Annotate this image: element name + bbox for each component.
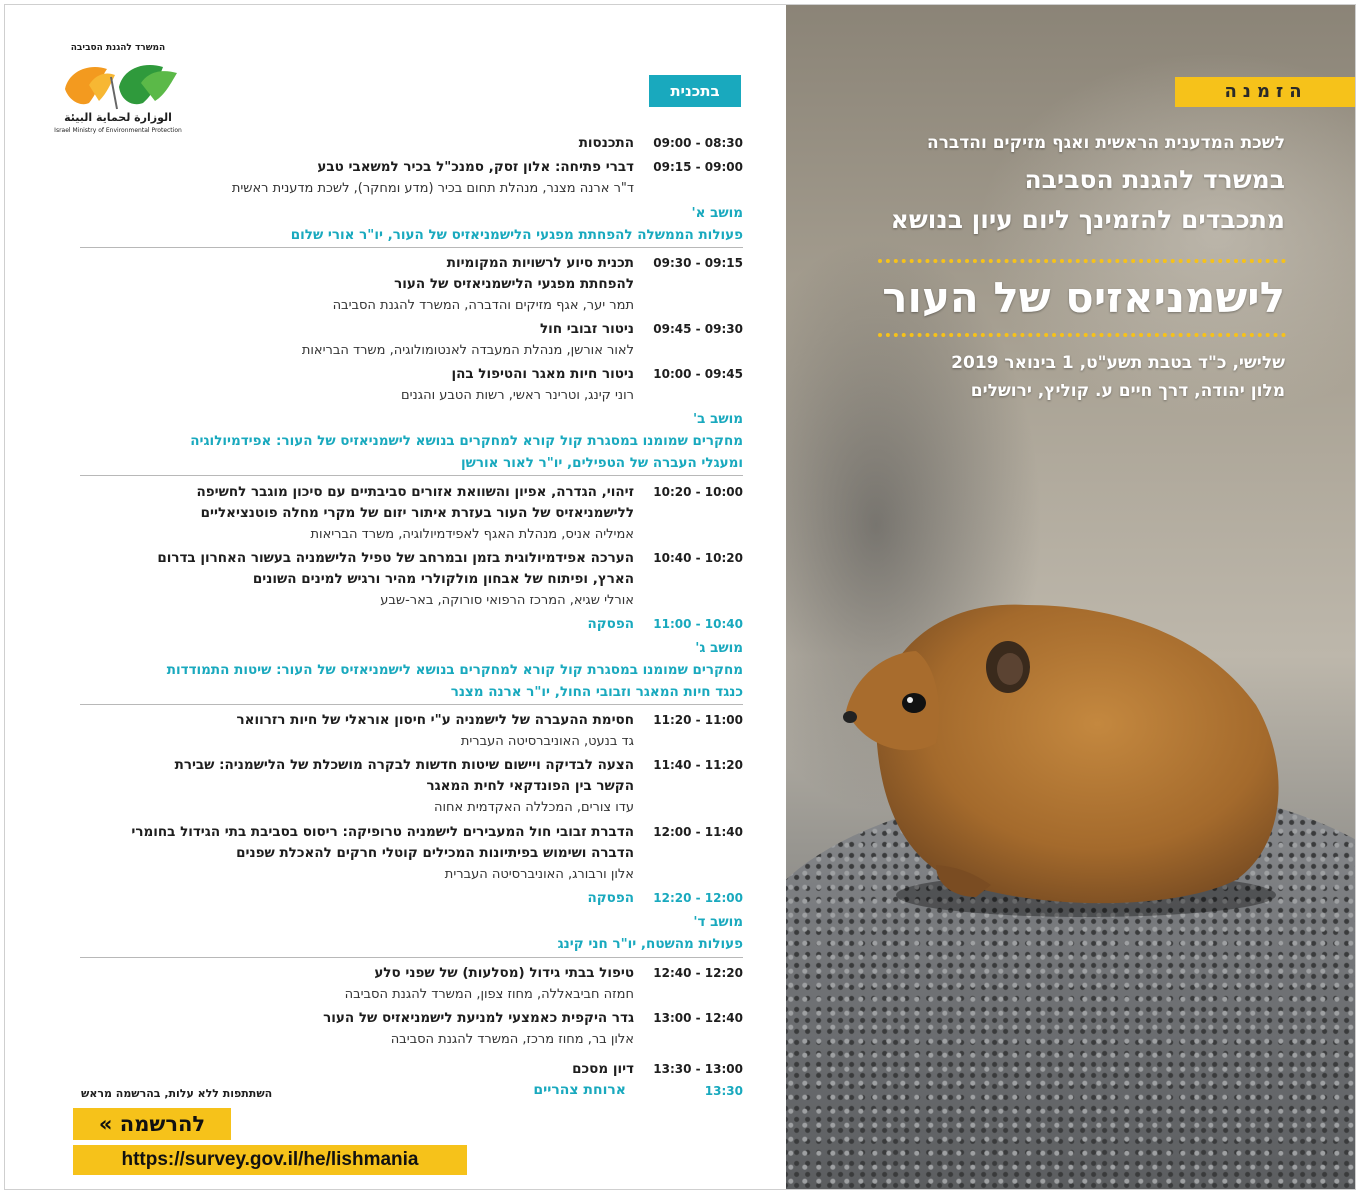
row-content [4, 755, 634, 818]
row-title: תכנית סיוע לרשויות המקומיות להפחתת מפגעי הלישמניאזיס של העור [394, 255, 634, 292]
row-speaker: אלון בר, מחוז מרכז, המשרד להגנת הסביבה [390, 1032, 634, 1047]
row-title: ניטור חיות מאגר והטיפול בהן [451, 366, 634, 382]
schedule-row [5, 548, 786, 612]
row-time: 12:00 - 11:40 [653, 825, 743, 839]
row-content [4, 157, 634, 199]
leaf-logo-icon [59, 57, 183, 113]
row-speaker: אמיליה אניס, מנהלת האגף לאפידמיולוגיה, משרד הבריאות [310, 527, 634, 542]
row-time: 11:20 - 11:00 [653, 713, 743, 727]
row-content [4, 253, 634, 316]
ministry-logo [53, 43, 188, 143]
schedule-row [5, 822, 786, 886]
row-content [4, 888, 634, 909]
row-time: 09:00 - 08:30 [653, 136, 743, 150]
row-title: גדר היקפית כאמצעי למניעת לישמניאזיס של העור [323, 1010, 634, 1026]
row-content [4, 548, 634, 611]
dotted-divider [878, 333, 1286, 337]
row-title: הדברת זבובי חול המעבירים לישמניה טרופיקה: ריסוס בסביבת בתי הגידול בחומרי הדברה ושימוש בפיתיונות המכילים קוטלי חרקים להאכלת שפנים [131, 824, 634, 861]
row-speaker: גד בנעט, האוניברסיטה העברית [460, 734, 634, 749]
schedule-row [5, 963, 786, 1007]
row-speaker: לאור אורשן, מנהלת המעבדה לאנטומולוגיה, משרד הבריאות [301, 343, 634, 358]
row-content [4, 364, 634, 406]
row-time: 13:30 - 13:00 [653, 1062, 743, 1076]
session-label: מושב ג' [695, 640, 743, 656]
row-title: הערכה אפידמיולוגית בזמן ובמרחב של טפיל הלישמניה בעשור האחרון בדרום הארץ, ופיתוח של אבחון מולקולרי מהיר ורגיש למינים השונים [157, 550, 634, 587]
schedule-row [5, 482, 786, 546]
session-label: מושב ד' [693, 914, 743, 930]
row-title: זיהוי, הגדרה, אפיון והשוואת אזורים סביבתיים עם סיכון מוגבר לחשיפה ללישמניאזיס של העור בעזרת איתור יזום של מקרי מחלה פוטנציאליים [196, 484, 634, 521]
row-content [4, 822, 634, 885]
row-title: דיון מסכם [572, 1061, 634, 1077]
session-c-header [43, 637, 743, 703]
break-row [5, 888, 786, 910]
row-content [4, 614, 634, 635]
event-title: לישמניאזיס של העור [882, 273, 1285, 322]
schedule-row [5, 1008, 786, 1052]
register-button[interactable]: להרשמה » [73, 1108, 231, 1140]
schedule-row [5, 157, 786, 201]
row-speaker: חמזה חביבאללה, מחוז צפון, המשרד להגנת הסביבה [344, 987, 634, 1002]
organizer-line: לשכת המדענית הראשית ואגף מזיקים והדברה [927, 133, 1285, 153]
session-title: פעולות הממשלה להפחתת מפגעי הלישמניאזיס של העור, יו"ר אורי שלום [290, 227, 743, 243]
divider [80, 247, 743, 248]
schedule-row [5, 1059, 786, 1081]
lunch-title: ארוחת צהריים [533, 1082, 626, 1098]
invitation-line: מתכבדים להזמינך ליום עיון בנושא [890, 205, 1285, 234]
row-content [4, 319, 634, 361]
row-speaker: תמר יער, אגף מזיקים והדברה, המשרד להגנת הסביבה [332, 298, 634, 313]
row-time: 12:20 - 12:00 [653, 891, 743, 905]
schedule-panel [5, 5, 786, 1189]
row-title: טיפול בבתי גידול (מסלעות) של שפני סלע [374, 965, 634, 981]
session-title: פעולות מהשטח, יו"ר חני קינג [557, 936, 743, 952]
row-title: חסימת ההעברה של לישמניה ע"י חיסון אוראלי של חיות רזרוואר [236, 712, 634, 728]
row-speaker: רוני קינג, וטרינר ראשי, רשות הטבע והגנים [401, 388, 634, 403]
schedule-row [5, 133, 786, 155]
row-time: 13:00 - 12:40 [653, 1011, 743, 1025]
row-time: 11:00 - 10:40 [653, 617, 743, 631]
row-time: 10:40 - 10:20 [653, 551, 743, 565]
row-title: הפסקה [587, 616, 634, 632]
row-speaker: עדו צורים, המכללה האקדמית אחוה [433, 800, 634, 815]
invitation-flyer [4, 4, 1356, 1190]
row-content [4, 482, 634, 545]
schedule-row [5, 364, 786, 408]
lunch-time: 13:30 [704, 1084, 743, 1098]
session-a-header [43, 202, 743, 246]
row-content [4, 963, 634, 1005]
divider [80, 704, 743, 705]
row-title: ניטור זבובי חול [540, 321, 634, 337]
divider [80, 957, 743, 958]
row-speaker: אלון ורבורג, האוניברסיטה העברית [444, 867, 634, 882]
break-row [5, 614, 786, 636]
schedule-row [5, 319, 786, 363]
row-time: 09:15 - 09:00 [653, 160, 743, 174]
row-time: 11:40 - 11:20 [653, 758, 743, 772]
row-time: 12:40 - 12:20 [653, 966, 743, 980]
hero-photo-panel [786, 5, 1356, 1189]
row-time: 10:00 - 09:45 [653, 367, 743, 381]
row-title: התכנסות [578, 135, 634, 151]
schedule-row [5, 710, 786, 754]
row-time: 09:30 - 09:15 [653, 256, 743, 270]
row-title: הפסקה [587, 890, 634, 906]
ministry-line: במשרד להגנת הסביבה [1024, 165, 1285, 194]
session-title: מחקרים שמומנו במסגרת קול קורא למחקרים בנושא לישמניאזיס של העור: שיטות התמודדות כנגד חיות המאגר וזבובי החול, יו"ר ארנה מצנר [166, 662, 743, 700]
row-title: דברי פתיחה: אלון זסק, סמנכ"ל בכיר למשאבי טבע [317, 159, 634, 175]
row-time: 09:45 - 09:30 [653, 322, 743, 336]
row-time: 10:20 - 10:00 [653, 485, 743, 499]
schedule-row [5, 755, 786, 819]
participation-note: השתתפות ללא עלות, בהרשמה מראש [81, 1087, 273, 1100]
dotted-divider [878, 259, 1286, 263]
row-content [4, 1008, 634, 1050]
row-title: הצעה לבדיקה ויישום שיטות חדשות לבקרה מושכלת של הלישמניה: שבירת הקשר בין הפונדקאי לחית המאגר [174, 757, 634, 794]
schedule-row [5, 253, 786, 317]
session-title: מחקרים שמומנו במסגרת קול קורא למחקרים בנושא לישמניאזיס של העור: אפידמיולוגיה ומעגלי העברה של הטפילים, יו"ר לאור אורשן [190, 433, 743, 471]
session-label: מושב א' [691, 205, 743, 221]
session-b-header [43, 408, 743, 474]
row-content [4, 1059, 634, 1080]
register-url-link[interactable]: https://survey.gov.il/he/lishmania [73, 1145, 467, 1175]
row-speaker: ד"ר ארנה מצנר, מנהלת תחום בכיר (מדע ומחקר), לשכת מדענית ראשית [231, 181, 634, 196]
event-venue: מלון יהודה, דרך חיים ע. קוליץ, ירושלים [970, 381, 1285, 401]
row-content [4, 133, 634, 154]
invitation-badge: הזמנה [1175, 77, 1356, 107]
session-label: מושב ב' [693, 411, 743, 427]
logo-hebrew-text: המשרד להגנת הסביבה [70, 43, 166, 53]
logo-arabic-text: الوزارة لحماية البيئة [64, 111, 172, 124]
divider [80, 475, 743, 476]
session-d-header [43, 911, 743, 955]
event-date: שלישי, כ"ד בטבת תשע"ט, 1 בינואר 2019 [951, 353, 1285, 373]
row-speaker: אורלי שגיא, המרכז הרפואי סורוקה, באר-שבע [380, 593, 634, 608]
logo-english-text: Israel Ministry of Environmental Protection [54, 127, 182, 134]
program-badge: בתכנית [649, 75, 741, 107]
row-content [4, 710, 634, 752]
